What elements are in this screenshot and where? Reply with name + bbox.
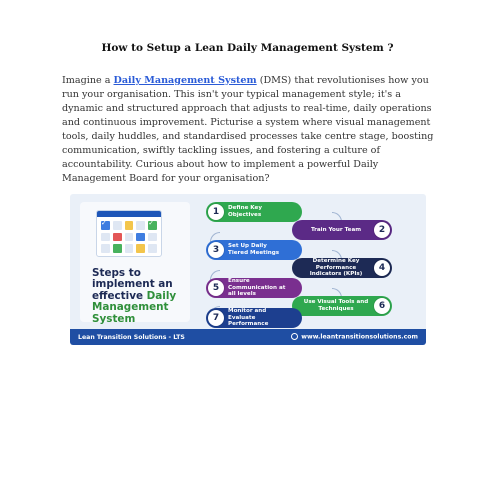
calendar-grid <box>101 221 157 253</box>
footer-website[interactable] <box>291 333 418 341</box>
heading-text: effective <box>92 289 147 302</box>
intro-text-before: Imagine a <box>62 75 114 86</box>
step-number: 3 <box>208 242 224 258</box>
step-2 <box>292 220 392 240</box>
footer-url: www.leantransitionsolutions.com <box>301 333 418 341</box>
step-label: Determine Key Performance Indicators (KPIs) <box>309 258 363 278</box>
calendar-cell <box>125 244 134 253</box>
heading-accent-text: Daily <box>146 289 177 302</box>
step-number: 1 <box>208 204 224 220</box>
step-label: Monitor and Evaluate Performance <box>228 308 269 328</box>
infographic <box>70 194 426 345</box>
step-7 <box>206 308 302 328</box>
calendar-cell <box>136 244 145 253</box>
step-number: 5 <box>208 280 224 296</box>
step-number: 2 <box>374 222 390 238</box>
step-label: Use Visual Tools and Techniques <box>303 299 369 312</box>
heading-line: System <box>92 312 136 325</box>
step-6 <box>292 296 392 316</box>
heading-line: implement an <box>92 278 173 291</box>
step-number: 7 <box>208 310 224 326</box>
step-label: Define Key Objectives <box>228 205 262 218</box>
step-label: Set Up Daily Tiered Meetings <box>228 243 280 256</box>
calendar-cell <box>113 221 122 230</box>
calendar-cell: ✓ <box>148 221 157 230</box>
heading-line: Management <box>92 301 169 314</box>
step-label: Ensure Communication at all levels <box>228 278 286 298</box>
heading-line: Steps to <box>92 267 141 279</box>
step-label: Train Your Team <box>310 226 362 233</box>
step-5 <box>206 278 302 298</box>
step-1 <box>206 202 302 222</box>
calendar-cell <box>125 233 134 242</box>
footer-company: Lean Transition Solutions - LTS <box>78 333 185 341</box>
globe-icon <box>291 333 298 340</box>
calendar-header <box>97 211 161 217</box>
infographic-footer <box>70 329 426 345</box>
document-title: How to Setup a Lean Daily Management System ? <box>101 42 394 54</box>
step-4 <box>292 258 392 278</box>
calendar-cell <box>148 233 157 242</box>
step-number: 4 <box>374 260 390 276</box>
step-3 <box>206 240 302 260</box>
intro-text-after: (DMS) that revolutionises how you run your organisation. This isn't your typical management style; it's a dynamic and structured approach that adjusts to real-time, daily operations and continuous improvement. Picturise a system where visual management tools, daily huddles, and standardised processes take centre stage, boosting communication, swiftly tackling issues, and fostering a culture of accountability. Curious about how to implement a powerful Daily Management Board for your organisation? <box>62 75 434 184</box>
intro-paragraph <box>62 74 442 186</box>
infographic-left-panel <box>80 202 190 325</box>
calendar-cell <box>101 233 110 242</box>
infographic-heading <box>92 268 192 325</box>
calendar-cell <box>136 233 145 242</box>
calendar-cell <box>125 221 134 230</box>
calendar-cell <box>113 244 122 253</box>
calendar-icon <box>96 210 162 257</box>
calendar-cell: ✓ <box>101 221 110 230</box>
daily-management-system-link[interactable]: Daily Management System <box>113 75 257 86</box>
calendar-cell <box>136 221 145 230</box>
calendar-cell <box>101 244 110 253</box>
calendar-cell <box>113 233 122 242</box>
step-number: 6 <box>374 298 390 314</box>
calendar-cell <box>148 244 157 253</box>
